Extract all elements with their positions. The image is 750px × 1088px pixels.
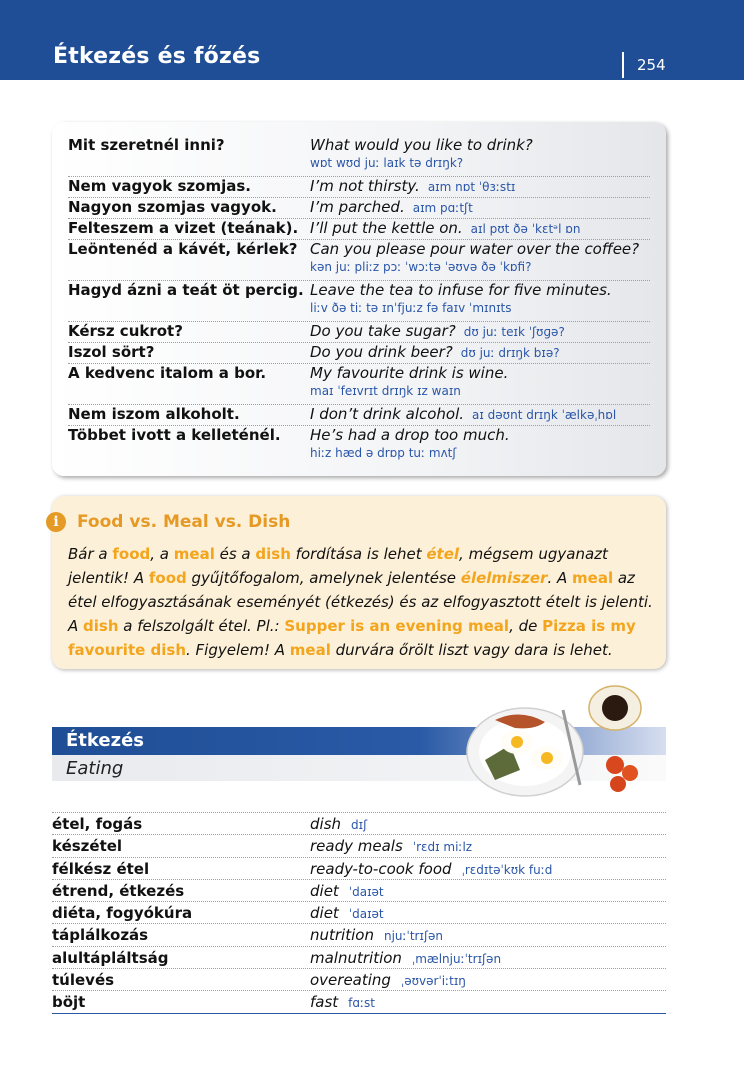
vocab-hungarian: készétel: [52, 837, 123, 856]
phrase-english: I don’t drink alcohol.: [310, 405, 465, 423]
phrase-row: [68, 219, 650, 240]
phrase-english: I’m not thirsty.: [310, 177, 420, 195]
vocab-ipa: ˌəʊvərˈiːtɪŋ: [400, 974, 466, 989]
vocab-list: [52, 812, 666, 1014]
vocab-row: [52, 857, 666, 879]
phrase-ipa: aɪm pɑːtʃt: [412, 201, 473, 215]
vocab-row: [52, 946, 666, 968]
phrase-row: [68, 198, 650, 219]
phrase-row: [68, 322, 650, 343]
vocab-hungarian: étrend, étkezés: [52, 881, 185, 900]
coffee-cup-icon: [602, 695, 628, 721]
info-text: Bár a food, a meal és a dish fordítása is lehet étel, mégsem ugyanazt jelentik! A food gyűjtőfogalom, amelynek jelentése élelmiszer. A meal az étel elfogyasztásának eseményét (étkezés) és az elfogyasztott ételt is jelenti. A dish a felszolgált étel. Pl.: Supper is an evening meal, de Pizza is my favourite dish. Figyelem! A meal durvára őrölt liszt vagy dara is lehet.: [68, 545, 653, 659]
vocab-row: [52, 812, 666, 834]
vocab-english: diet: [310, 881, 339, 900]
vocab-row: [52, 879, 666, 901]
chapter-title: Étkezés és főzés: [53, 44, 261, 69]
vocab-ipa: dɪʃ: [351, 818, 368, 832]
phrase-row: [68, 364, 650, 405]
vocab-english: ready-to-cook food: [310, 859, 452, 878]
vocab-ipa: fɑːst: [348, 996, 376, 1011]
phrase-english: Leave the tea to infuse for five minutes.: [310, 281, 612, 299]
phrase-english: He’s had a drop too much.: [310, 426, 510, 444]
tomato-icon: [610, 776, 626, 792]
breakfast-illustration: [465, 680, 645, 800]
vocab-hungarian: diéta, fogyókúra: [52, 904, 193, 923]
phrase-english: Can you please pour water over the coffee?: [310, 240, 640, 258]
egg-yolk-icon: [541, 752, 553, 764]
phrase-ipa: dʊ juː teɪk ˈʃʊɡə?: [463, 325, 565, 339]
phrase-ipa: kən juː pliːz pɔː ˈwɔːtə ˈəʊvə ðə ˈkɒfi?: [310, 260, 532, 274]
page-header: [0, 0, 744, 80]
phrase-ipa: aɪl pʊt ðə ˈkɛtᵊl ɒn: [470, 222, 581, 236]
header-divider: [622, 52, 624, 78]
vocab-english: fast: [310, 993, 339, 1012]
vocab-english: nutrition: [310, 926, 374, 945]
phrase-row: [68, 405, 650, 426]
phrase-hungarian: Kérsz cukrot?: [68, 322, 183, 340]
phrase-ipa: hiːz hæd ə drɒp tuː mʌtʃ: [310, 446, 457, 460]
phrase-hungarian: Többet ivott a kelleténél.: [68, 426, 281, 444]
phrase-english: What would you like to drink?: [310, 136, 533, 154]
info-box: [52, 496, 666, 669]
phrase-english: Do you take sugar?: [310, 322, 456, 340]
vocab-hungarian: túlevés: [52, 971, 115, 990]
phrase-row: [68, 136, 650, 177]
vocab-ipa: njuːˈtrɪʃən: [383, 929, 443, 944]
info-icon: i: [46, 512, 66, 532]
phrase-row: [68, 281, 650, 322]
phrase-ipa: aɪ dəʊnt drɪŋk ˈælkəˌhɒl: [472, 408, 617, 422]
phrase-hungarian: A kedvenc italom a bor.: [68, 364, 267, 382]
section-subtitle: Eating: [66, 758, 124, 779]
vocab-english: overeating: [310, 971, 391, 990]
vocab-hungarian: táplálkozás: [52, 926, 149, 945]
tomato-icon: [606, 756, 624, 774]
vocab-row: [52, 834, 666, 856]
vocab-english: ready meals: [310, 837, 403, 856]
page-number: 254: [637, 56, 666, 74]
vocab-hungarian: félkész étel: [52, 859, 150, 878]
tomato-icon: [622, 765, 638, 781]
phrase-hungarian: Leöntenéd a kávét, kérlek?: [68, 240, 298, 258]
phrase-english: I’ll put the kettle on.: [310, 219, 463, 237]
phrase-ipa: liːv ðə tiː tə ɪnˈfjuːz fə faɪv ˈmɪnɪts: [310, 301, 512, 315]
section-title: Étkezés: [66, 730, 144, 751]
vocab-ipa: ˈrɛdɪ miːlz: [412, 840, 473, 855]
egg-yolk-icon: [511, 736, 523, 748]
vocab-english: diet: [310, 904, 339, 923]
vocab-ipa: ˌmælnjuːˈtrɪʃən: [411, 951, 502, 966]
phrase-hungarian: Mit szeretnél inni?: [68, 136, 225, 154]
phrase-ipa: maɪ ˈfeɪvrɪt drɪŋk ɪz waɪn: [310, 384, 461, 398]
vocab-hungarian: étel, fogás: [52, 815, 143, 833]
vocab-ipa: ˈdaɪət: [348, 884, 384, 899]
vocab-hungarian: alultápláltság: [52, 948, 169, 967]
phrase-hungarian: Nem iszom alkoholt.: [68, 405, 240, 423]
phrase-box: [52, 122, 666, 476]
phrase-hungarian: Hagyd ázni a teát öt percig.: [68, 281, 304, 299]
phrase-hungarian: Nem vagyok szomjas.: [68, 177, 251, 195]
phrase-english: My favourite drink is wine.: [310, 364, 509, 382]
phrase-english: I’m parched.: [310, 198, 405, 216]
phrase-row: [68, 240, 650, 281]
vocab-row: [52, 923, 666, 945]
phrase-hungarian: Felteszem a vizet (teának).: [68, 219, 299, 237]
vocab-english: dish: [310, 815, 342, 833]
vocab-row: [52, 990, 666, 1013]
vocab-english: malnutrition: [310, 948, 402, 967]
vocab-row: [52, 901, 666, 923]
phrase-row: [68, 177, 650, 198]
phrase-ipa: wɒt wʊd juː laɪk tə drɪŋk?: [310, 156, 464, 170]
info-title: Food vs. Meal vs. Dish: [77, 512, 291, 532]
phrase-ipa: aɪm nɒt ˈθɜːstɪ: [427, 180, 516, 194]
phrase-hungarian: Iszol sört?: [68, 343, 155, 361]
phrase-ipa: dʊ juː drɪŋk bɪə?: [460, 346, 560, 360]
phrase-row: [68, 343, 650, 364]
phrase-english: Do you drink beer?: [310, 343, 453, 361]
vocab-hungarian: böjt: [52, 993, 86, 1012]
vocab-ipa: ˌrɛdɪtəˈkʊk fuːd: [461, 862, 553, 877]
vocab-ipa: ˈdaɪət: [348, 907, 384, 922]
phrase-hungarian: Nagyon szomjas vagyok.: [68, 198, 277, 216]
phrase-row: [68, 426, 650, 466]
vocab-row: [52, 968, 666, 990]
